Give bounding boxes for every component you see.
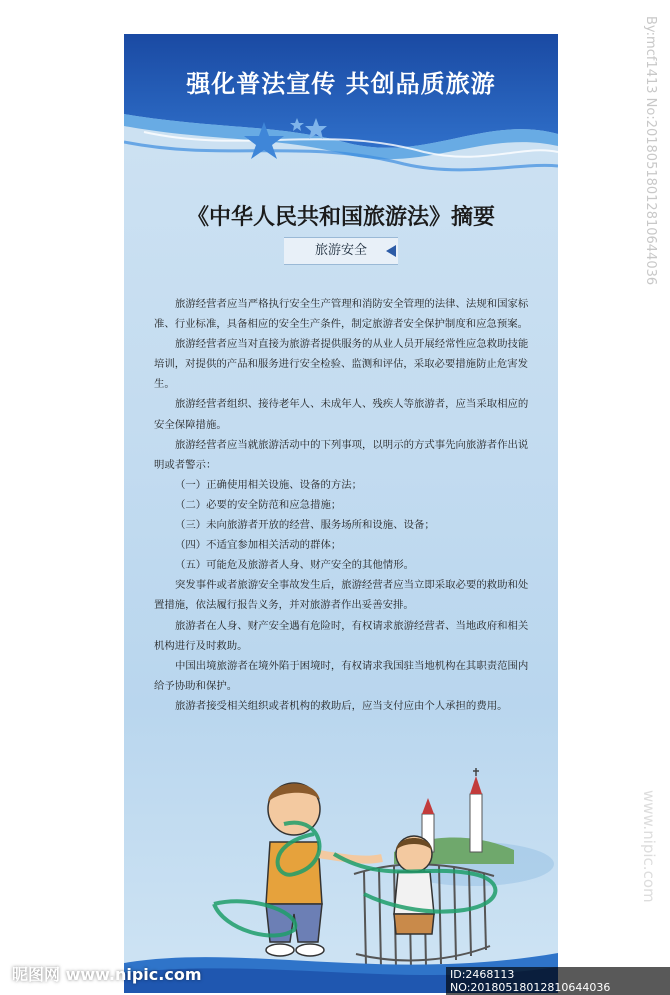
header-banner [124, 34, 558, 194]
side-watermark-text: By:mcf1413 No:20180518012810644036 [643, 16, 658, 286]
list-item: （二）必要的安全防范和应急措施； [175, 498, 342, 511]
paragraph: 旅游者接受相关组织或者机构的救助后，应当支付应由个人承担的费用。 [175, 699, 508, 712]
section-label: 旅游安全 [284, 237, 398, 265]
paragraph: 突发事件或者旅游安全事故发生后，旅游经营者应当立即采取必要的救助和处置措施，依法履行报告义务，并对旅游者作出妥善安排。 [154, 579, 529, 612]
image-id-label: ID:2468113 NO:20180518012810644036 [446, 967, 670, 995]
paragraph: 旅游者在人身、财产安全遇有危险时，有权请求旅游经营者、当地政府和相关机构进行及时救助。 [154, 619, 529, 652]
paragraph: 旅游经营者应当就旅游活动中的下列事项，以明示的方式事先向旅游者作出说明或者警示： [154, 438, 529, 471]
poster [124, 34, 558, 993]
list-item: （五）可能危及旅游者人身、财产安全的其他情形。 [175, 559, 414, 572]
article-body [154, 294, 529, 716]
headline: 强化普法宣传 共创品质旅游 [186, 70, 496, 98]
page-title: 《中华人民共和国旅游法》摘要 [186, 205, 495, 230]
paragraph: 旅游经营者应当对直接为旅游者提供服务的从业人员开展经常性应急救助技能培训，对提供的产品和服务进行安全检验、监测和评估，采取必要措施防止危害发生。 [154, 338, 529, 391]
vertical-site-watermark [640, 790, 662, 990]
list-item: （一）正确使用相关设施、设备的方法； [175, 478, 363, 491]
paragraph: 中国出境旅游者在境外陷于困境时，有权请求我国驻当地机构在其职责范围内给予协助和保护。 [154, 659, 529, 692]
list-item: （四）不适宜参加相关活动的群体； [175, 539, 342, 552]
paragraph: 旅游经营者组织、接待老年人、未成年人、残疾人等旅游者，应当采取相应的安全保障措施。 [154, 398, 529, 431]
list-item: （三）未向旅游者开放的经营、服务场所和设施、设备； [175, 519, 435, 532]
vertical-site-text: www.nipic.com [640, 790, 658, 903]
right-arrow-icon [386, 245, 396, 257]
site-logo: 昵图网 www.nipic.com [12, 965, 202, 984]
paragraph: 旅游经营者应当严格执行安全生产管理和消防安全管理的法律、法规和国家标准、行业标准，具备相应的安全生产条件，制定旅游者安全保护制度和应急预案。 [154, 298, 529, 331]
